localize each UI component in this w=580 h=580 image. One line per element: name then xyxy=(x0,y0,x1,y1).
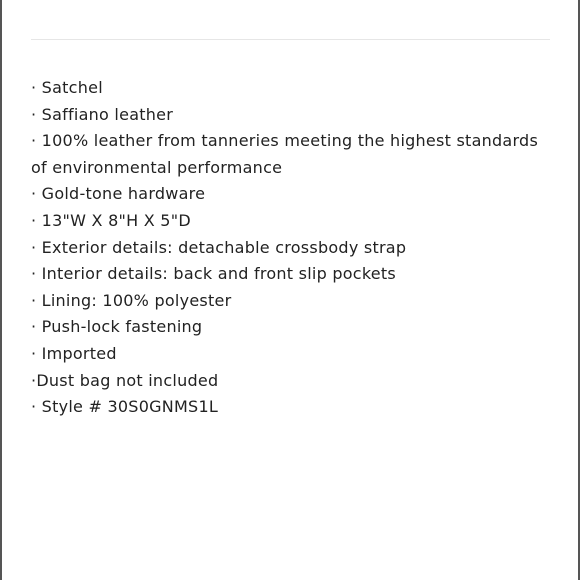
detail-item: · Style # 30S0GNMS1L xyxy=(31,397,219,417)
detail-item: · Exterior details: detachable crossbody strap xyxy=(31,237,407,257)
detail-item: · Lining: 100% polyester xyxy=(31,290,232,310)
detail-item: · Interior details: back and front slip pockets xyxy=(31,264,396,284)
detail-item: · 13"W X 8"H X 5"D xyxy=(31,210,191,230)
detail-item: · 100% leather from tanneries meeting the highest standards of environmental performance xyxy=(31,131,539,177)
detail-item: ·Dust bag not included xyxy=(31,370,219,390)
detail-item: · Push-lock fastening xyxy=(31,317,203,337)
detail-item: · Gold-tone hardware xyxy=(31,184,206,204)
detail-item: · Satchel xyxy=(31,78,103,97)
product-details-list xyxy=(31,75,556,421)
detail-item: · Imported xyxy=(31,343,117,363)
section-divider xyxy=(31,39,550,40)
detail-item: · Saffiano leather xyxy=(31,104,174,124)
